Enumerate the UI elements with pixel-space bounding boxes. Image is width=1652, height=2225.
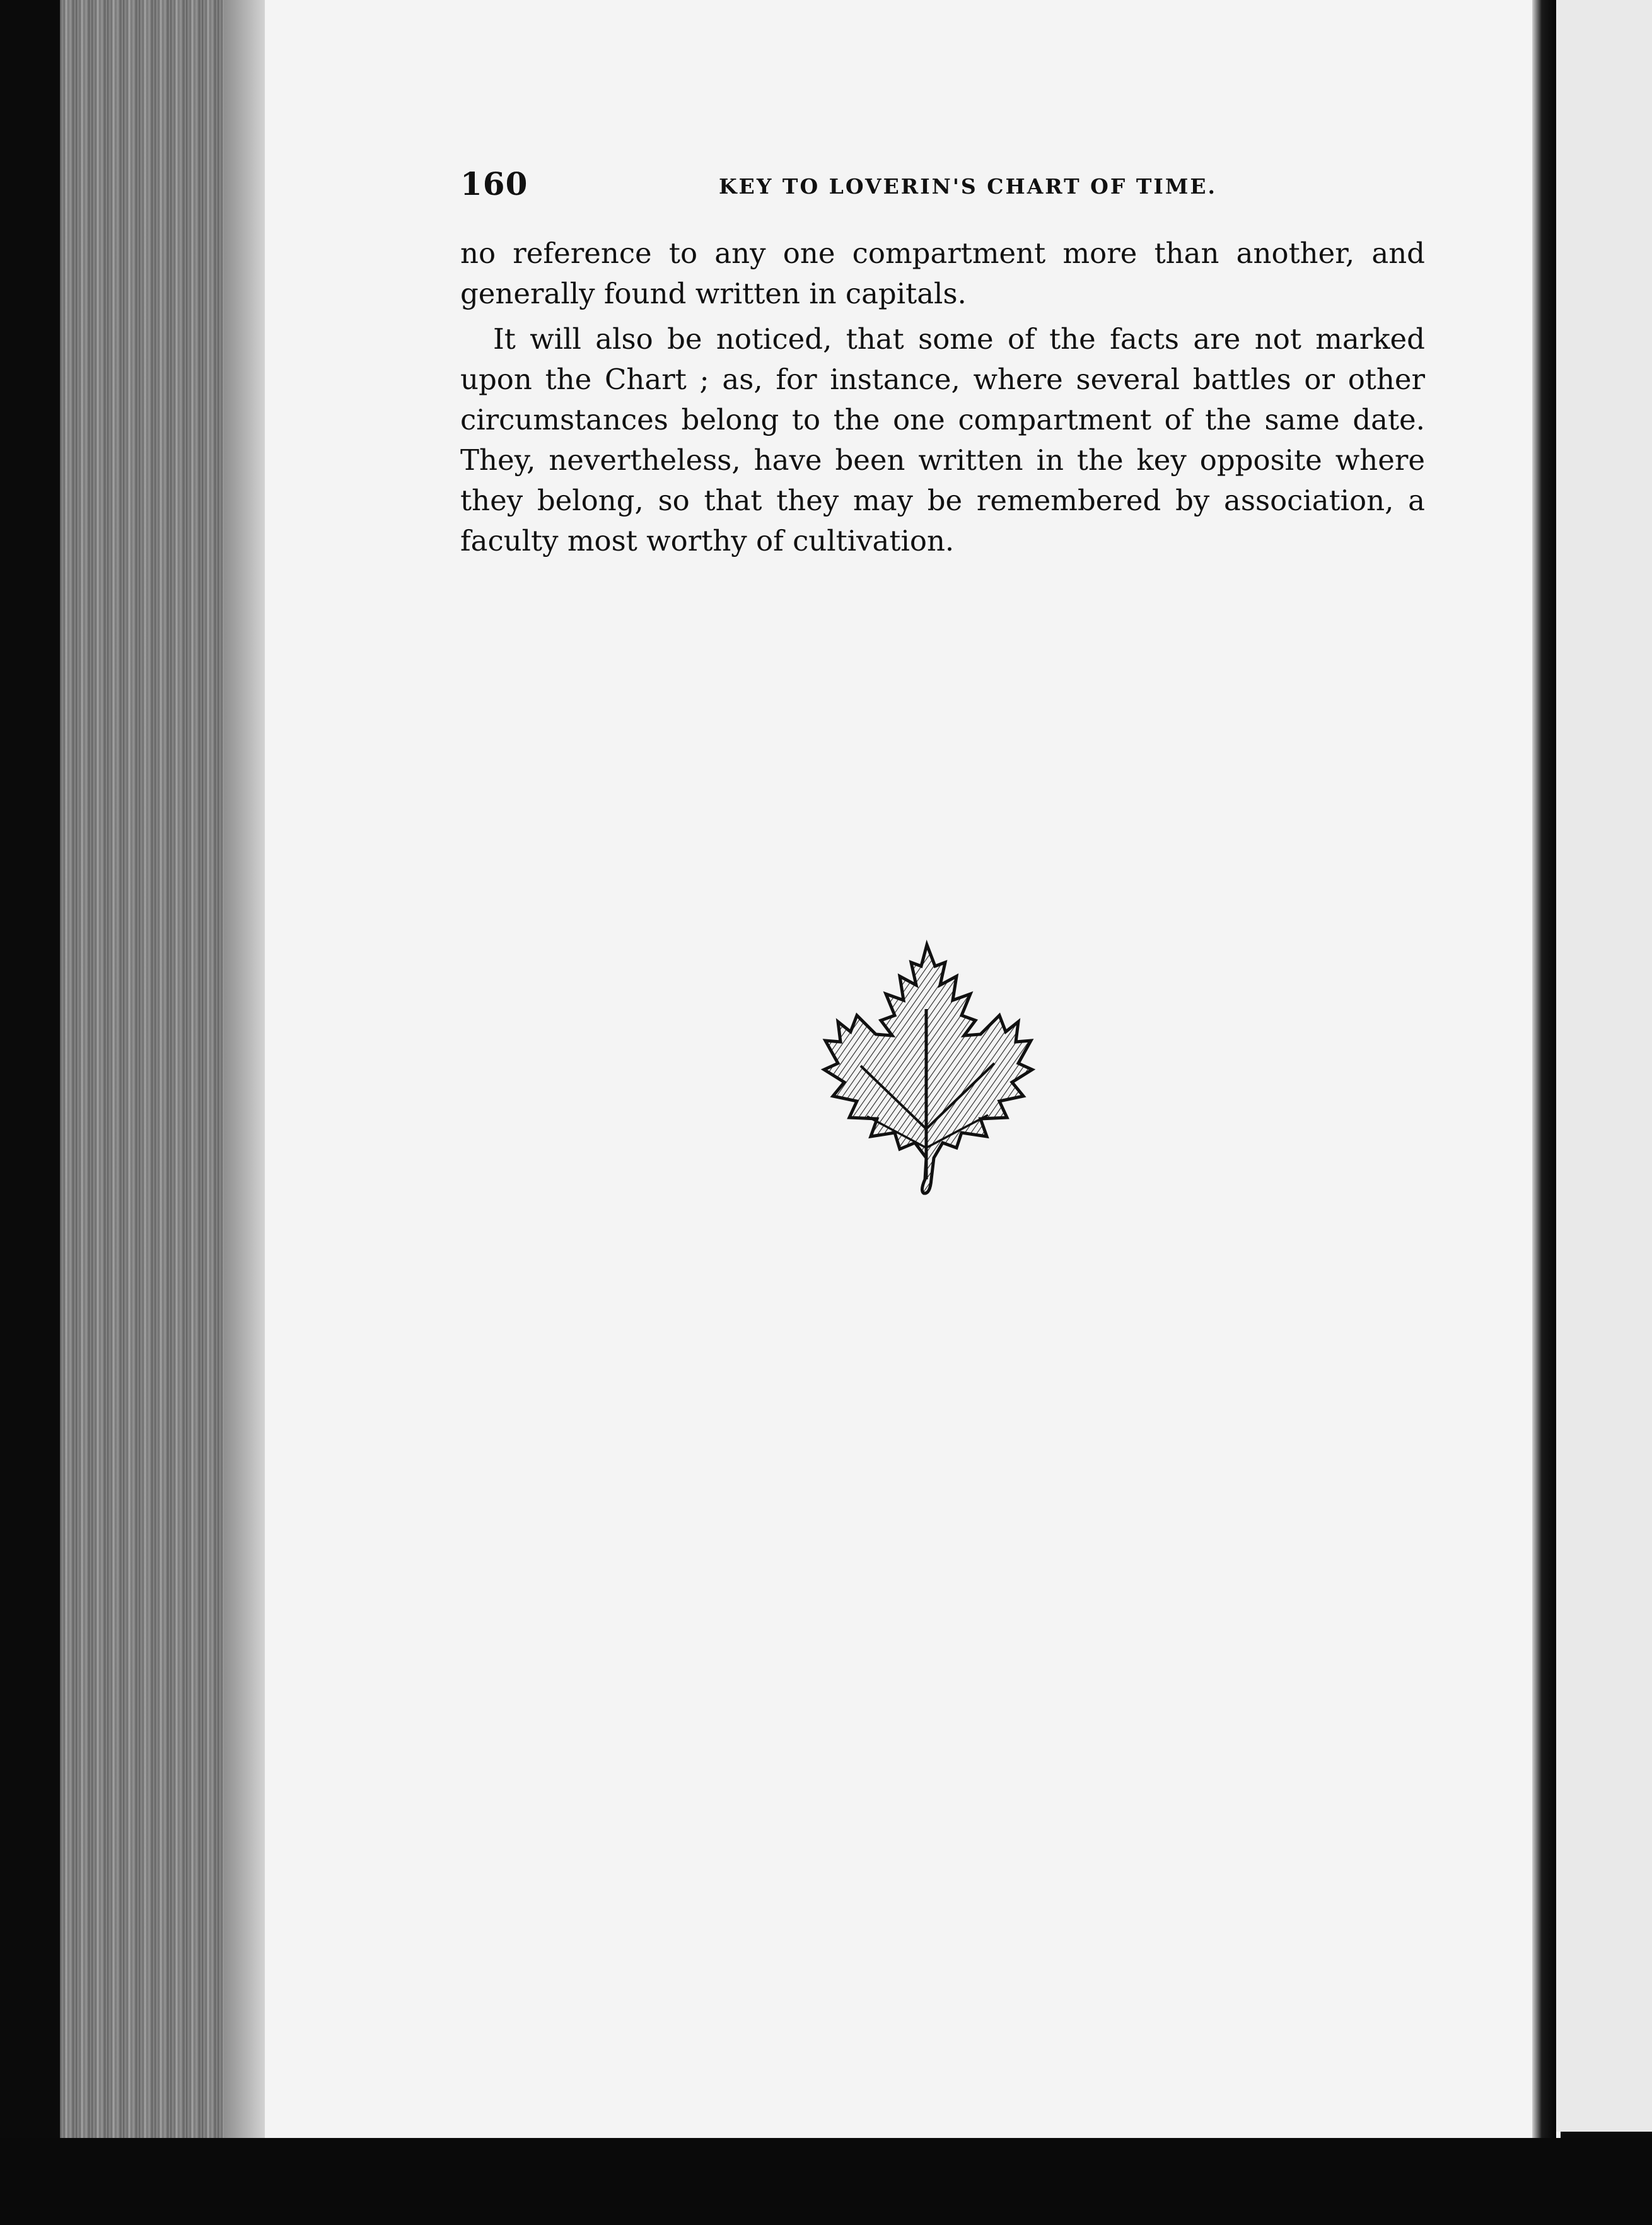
- paragraph-2: It will also be noticed, that some of the facts are not marked upon the Chart ; as, for instance, where several battles or other circumstances belong to the one compartment of the same date. They, nevertheless, have been written in the key opposite where they belong, so that they may be remembered by association, a faculty most worthy of cultivation.: [460, 322, 1425, 558]
- maple-leaf-icon: [810, 940, 1044, 1211]
- facing-page-edge: [1556, 0, 1652, 2132]
- body-text: [460, 233, 1425, 561]
- running-head: [460, 165, 1444, 209]
- paragraph-1: no reference to any one compartment more than another, and generally found written in capitals.: [460, 237, 1425, 310]
- book-page-edges: [60, 0, 268, 2144]
- page-gutter: [1532, 0, 1556, 2144]
- page-number: 160: [460, 165, 528, 202]
- running-title: KEY TO LOVERIN'S CHART OF TIME.: [719, 174, 1218, 199]
- scan-bottom-shadow: [0, 2138, 1652, 2225]
